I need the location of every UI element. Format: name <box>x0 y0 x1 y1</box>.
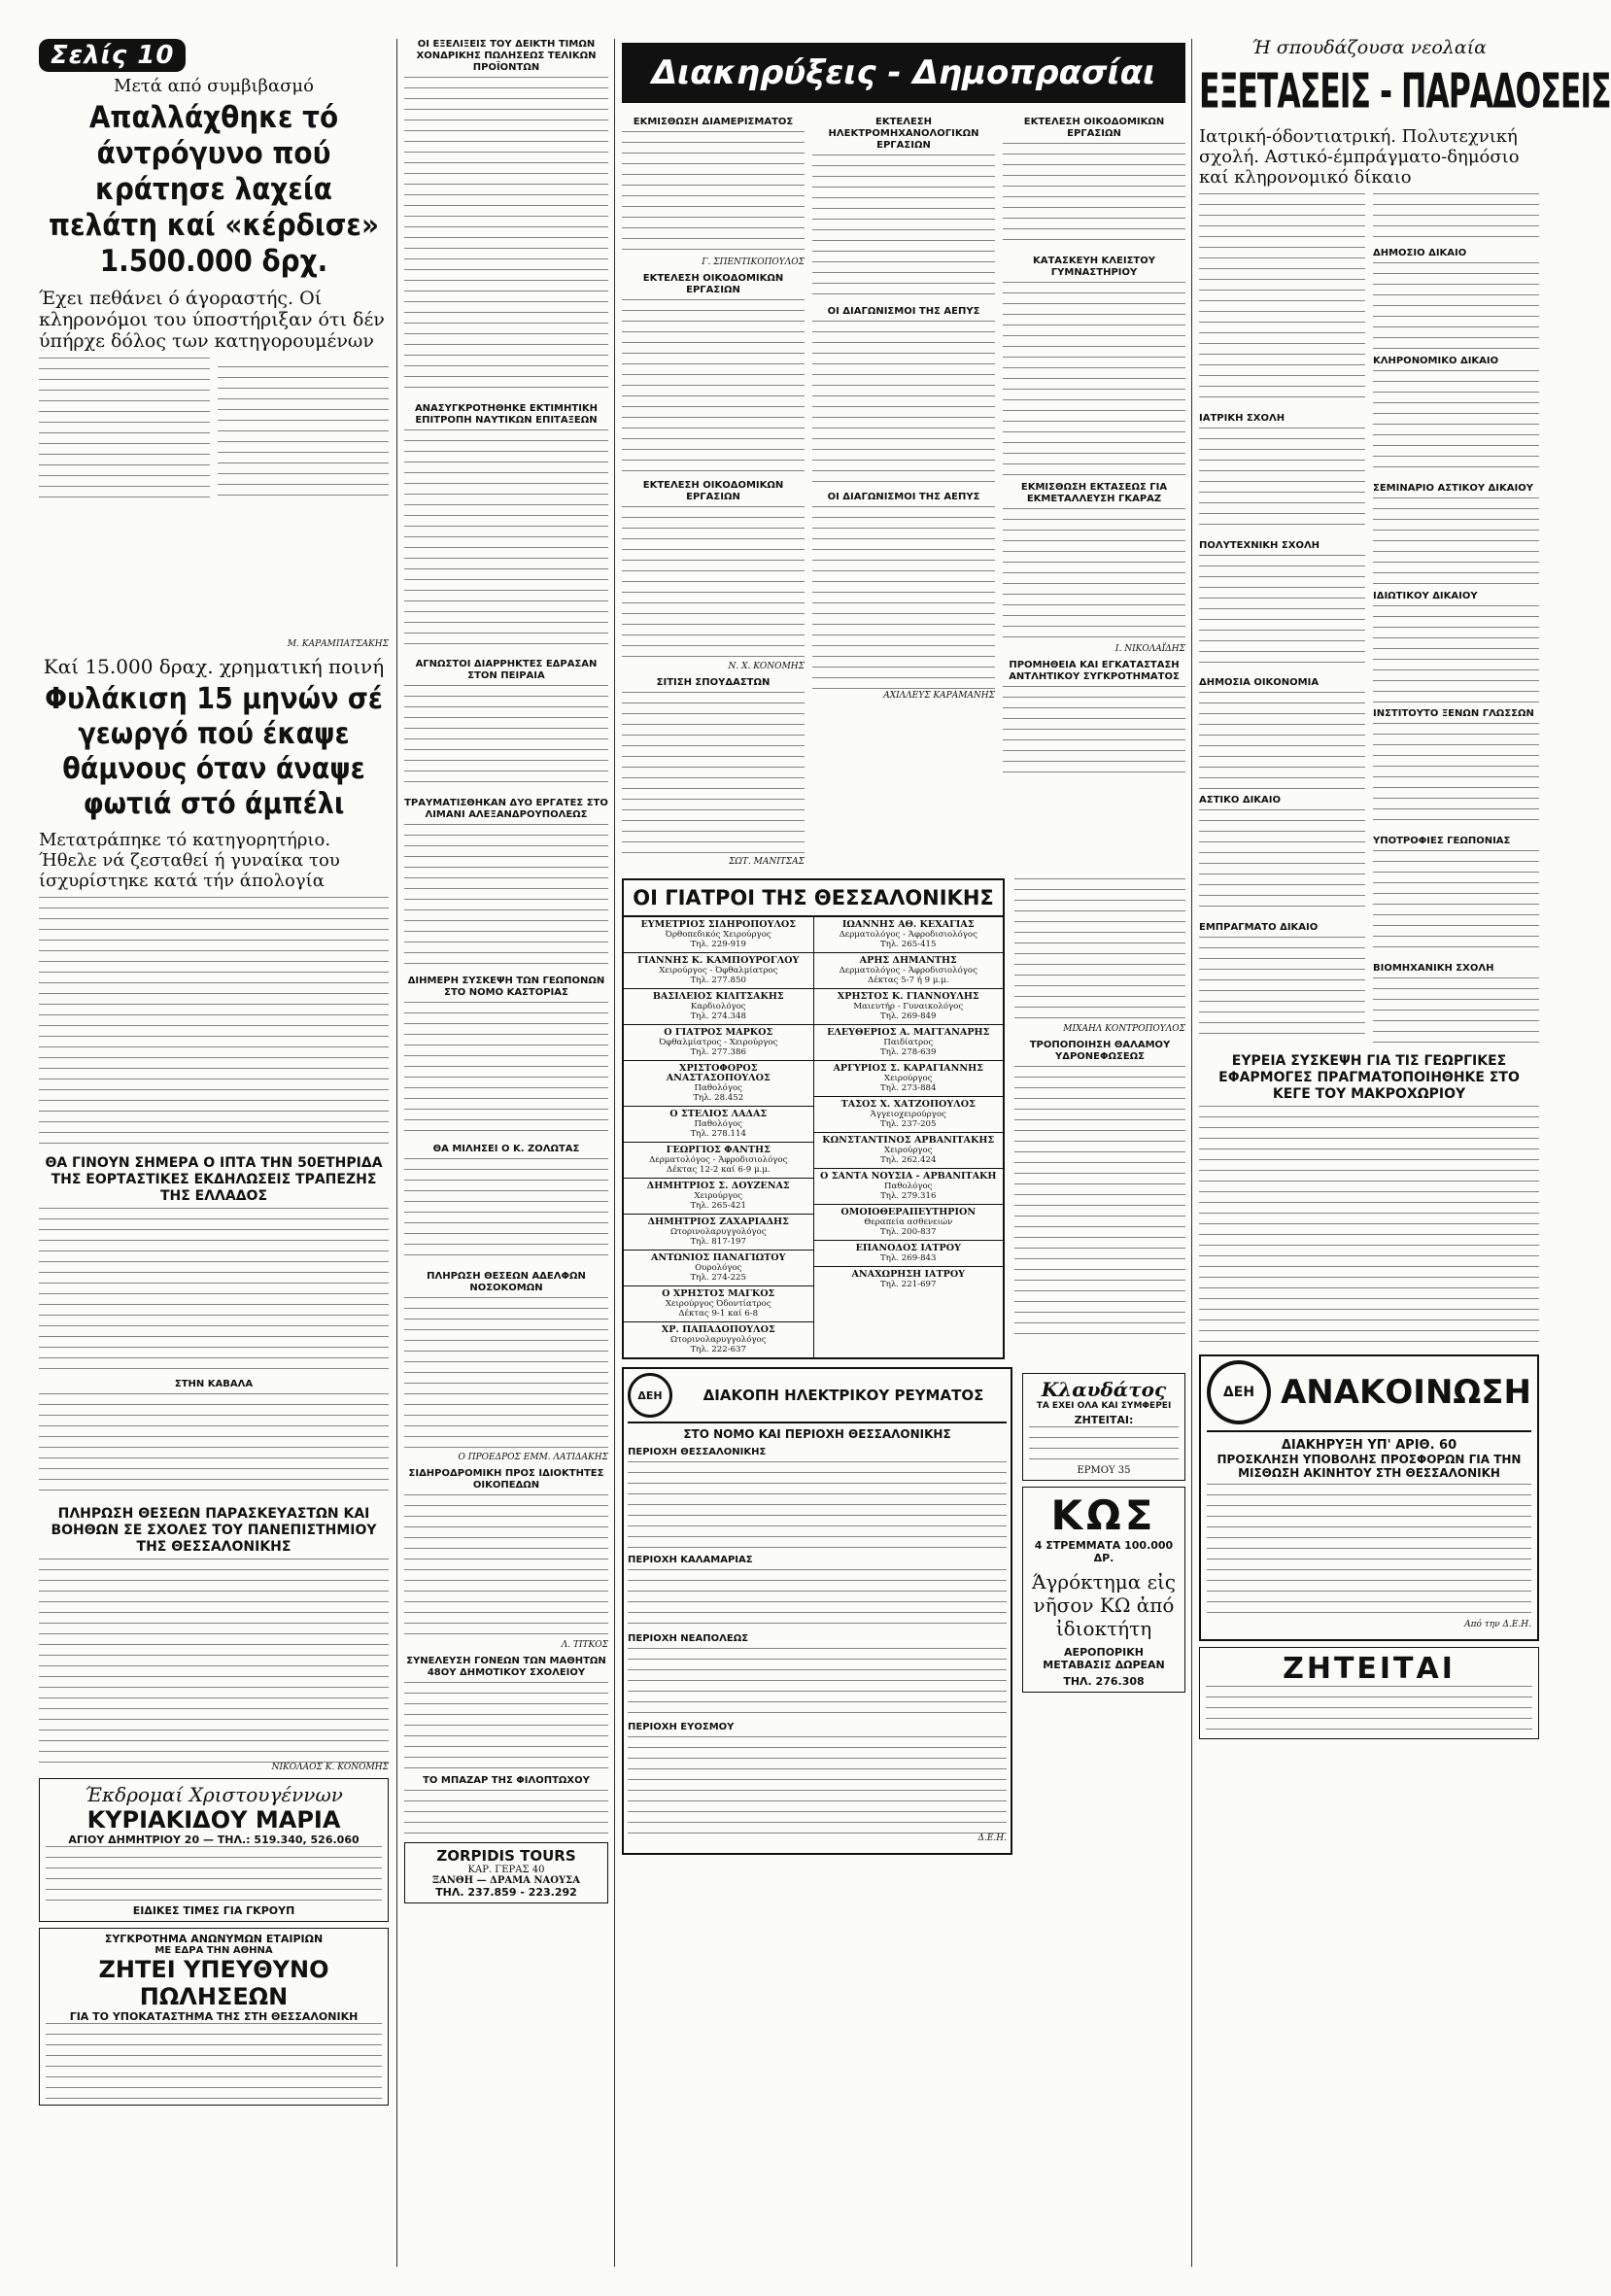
announcement-sign: Από την Δ.Ε.Η. <box>1464 1620 1531 1629</box>
doctor-info: Τηλ. 817-197 <box>690 1237 746 1247</box>
doctor-role: Παιδίατρος <box>883 1038 934 1047</box>
col2-h7: ΠΛΗΡΩΣΗ ΘΕΣΕΩΝ ΑΔΕΛΦΩΝ ΝΟΣΟΚΟΜΩΝ <box>427 1271 586 1293</box>
story3-body <box>39 1208 389 1373</box>
doctor-role: Μαιευτήρ - Γυναικολόγος <box>853 1002 964 1011</box>
notice-title: ΤΡΟΠΟΠΟΙΗΣΗ ΘΑΛΑΜΟΥ ΥΔΡΟΝΕΦΩΣΕΩΣ <box>1029 1040 1171 1062</box>
dei-logo-icon: ΔΕΗ <box>1207 1360 1271 1424</box>
announcement-line1: ΔΙΑΚΗΡΥΞΗ ΥΠ' ΑΡΙΘ. 60 <box>1281 1438 1457 1453</box>
section-heading: ΚΛΗΡΟΝΟΜΙΚΟ ΔΙΚΑΙΟ <box>1373 356 1499 366</box>
body-text-placeholder <box>1373 262 1539 350</box>
doctor-entry <box>624 953 813 989</box>
doctor-role: Άγγειοχειρούργος <box>870 1110 946 1119</box>
doctor-name: ΕΠΑΝΟΔΟΣ ΙΑΤΡΟΥ <box>855 1243 961 1253</box>
ad-klaudatos-wanted: ΖΗΤΕΙΤΑΙ: <box>1074 1414 1134 1426</box>
ad-travel <box>39 1778 389 1922</box>
ad-tours-address: ΚΑΡ. ΓΕΡΑΣ 40 <box>467 1865 545 1875</box>
body-text-placeholder <box>1014 1066 1185 1338</box>
doctor-info: Δέκτας 9-1 καί 6-8 <box>678 1309 759 1319</box>
doctor-info: Τηλ. 269-849 <box>879 1011 937 1021</box>
dei-logo-icon: ΔΕΗ <box>628 1373 672 1418</box>
doctor-info: Τηλ. 28.452 <box>693 1093 744 1103</box>
doctor-role: Χειρούργος <box>883 1146 933 1155</box>
doctor-entry <box>624 1215 813 1251</box>
notice-signature: ΣΩΤ. ΜΑΝΙΤΣΑΣ <box>729 857 805 867</box>
body-text-placeholder <box>404 824 608 970</box>
story4-body <box>39 1559 389 1763</box>
notice-signature: ΜΙΧΑΗΛ ΚΟΝΤΡΟΠΟΥΛΟΣ <box>1063 1024 1185 1034</box>
notices-col-c-lower <box>1014 878 1185 1359</box>
body-text-placeholder <box>404 429 608 653</box>
col2-h5: ΔΙΗΜΕΡΗ ΣΥΣΚΕΨΗ ΤΩΝ ΓΕΩΠΟΝΩΝ ΣΤΟ ΝΟΜΟ ΚΑΣΤΟΡΙΑΣ <box>407 976 605 998</box>
story3-body2 <box>39 1393 389 1500</box>
story3-headline: ΘΑ ΓΙΝΟΥΝ ΣΗΜΕΡΑ Ο ΙΠΤΑ ΤΗΝ 50ΕΤΗΡΙΔΑ ΤΗΣ ΕΟΡΤΑΣΤΙΚΕΣ ΕΚΔΗΛΩΣΕΙΣ ΤΡΑΠΕΖΗΣ ΤΗΣ ΕΛΛΑΔΟΣ <box>45 1155 383 1204</box>
notices-banner: Διακηρύξεις - Δημοπρασίαι <box>622 43 1185 103</box>
body-text-placeholder <box>1373 605 1539 703</box>
announcement-line2: ΠΡΟΣΚΛΗΣΗ ΥΠΟΒΟΛΗΣ ΠΡΟΣΦΟΡΩΝ ΓΙΑ ΤΗΝ ΜΙΣΘΩΣΗ ΑΚΙΝΗΤΟΥ ΣΤΗ ΘΕΣΣΑΛΟΝΙΚΗ <box>1217 1453 1522 1480</box>
body-text-placeholder <box>1207 1484 1531 1620</box>
doctor-name: ΑΝΑΧΩΡΗΣΗ ΙΑΤΡΟΥ <box>851 1269 966 1280</box>
doctor-role: Χειρούργος Όδοντίατρος <box>665 1299 771 1309</box>
body-text-placeholder <box>404 1002 608 1138</box>
doctor-name: ΧΡΙΣΤΟΦΟΡΟΣ ΑΝΑΣΤΑΣΟΠΟΥΛΟΣ <box>666 1063 771 1083</box>
doctor-entry <box>814 1061 1004 1097</box>
body-text-placeholder <box>1199 1106 1539 1349</box>
power-cut-block <box>622 1367 1012 1855</box>
ad-travel-list <box>46 1846 382 1904</box>
doctor-entry <box>814 1267 1004 1292</box>
doctor-role: Ωτορινολαρυγγολόγος <box>669 1335 767 1345</box>
body-text-placeholder <box>1199 692 1365 789</box>
power-cut-notice <box>622 1367 1185 1855</box>
story2-headline: Φυλάκιση 15 μηνών σέ γεωργό πού έκαψε θάμνους όταν άναψε φωτιά στό άμπέλι <box>45 682 383 821</box>
page-logo: Σελίς 10 <box>39 39 186 72</box>
doctor-name: ΑΝΤΩΝΙΟΣ ΠΑΝΑΓΙΩΤΟΥ <box>650 1252 786 1263</box>
doctor-entry <box>624 1322 813 1357</box>
doctor-info: Δέκτας 5-7 ή 9 μ.μ. <box>868 976 949 985</box>
doctor-entry <box>624 1143 813 1179</box>
exams-headline: ΕΞΕΤΑΣΕΙΣ - ΠΑΡΑΔΟΣΕΙΣ <box>1199 65 1611 120</box>
doctor-role: Όρθοπεδικός Χειρούργος <box>665 930 771 940</box>
doctor-role: Παθολόγος <box>694 1119 742 1129</box>
body-text-placeholder <box>1014 878 1185 1024</box>
notice-signature: Ι. ΝΙΚΟΛΑΪΔΗΣ <box>1114 644 1185 654</box>
body-text-placeholder <box>1373 850 1539 957</box>
ad-tours <box>404 1842 608 1903</box>
doctor-entry <box>624 1251 813 1286</box>
col2-h3: ΑΓΝΩΣΤΟΙ ΔΙΑΡΡΗΚΤΕΣ ΕΔΡΑΣΑΝ ΣΤΟΝ ΠΕΙΡΑΙΑ <box>415 659 598 681</box>
doctor-role: Ουρολόγος <box>695 1263 742 1273</box>
story4-headline: ΠΛΗΡΩΣΗ ΘΕΣΕΩΝ ΠΑΡΑΣΚΕΥΑΣΤΩΝ ΚΑΙ ΒΟΗΘΩΝ ΣΕ ΣΧΟΛΕΣ ΤΟΥ ΠΑΝΕΠΙΣΤΗΜΙΟΥ ΤΗΣ ΘΕΣΣΑΛΟΝΙΚΗΣ <box>51 1506 377 1555</box>
doctor-role: Χειρούργος <box>694 1191 743 1201</box>
ad-kos-title: ΚΩΣ <box>1050 1491 1157 1539</box>
doctor-entry <box>814 1133 1004 1169</box>
doctor-info: Τηλ. 237-205 <box>879 1119 937 1129</box>
doctor-entry <box>624 1025 813 1061</box>
notice-title: ΕΚΤΕΛΕΣΗ ΟΙΚΟΔΟΜΙΚΩΝ ΕΡΓΑΣΙΩΝ <box>642 480 784 502</box>
col2-h10: ΤΟ ΜΠΑΖΑΡ ΤΗΣ ΦΙΛΟΠΤΩΧΟΥ <box>423 1775 590 1786</box>
doctor-info: Τηλ. 277.386 <box>690 1047 746 1057</box>
ad-klaudatos-name: Κλαυδάτος <box>1041 1378 1167 1401</box>
wanted-box <box>1199 1647 1539 1739</box>
body-text-placeholder <box>1003 143 1185 250</box>
ad-travel-title: Έκδρομαί Χριστουγέννων <box>85 1783 343 1806</box>
doctor-info: Τηλ. 273-884 <box>879 1083 937 1093</box>
body-text-placeholder <box>404 1790 608 1838</box>
power-cut-sign: Δ.Ε.Η. <box>977 1833 1007 1843</box>
doctor-info: Τηλ. 262.424 <box>880 1155 937 1165</box>
doctor-name: ΔΗΜΗΤΡΙΟΣ Σ. ΔΟΥΖΕΝΑΣ <box>646 1181 790 1191</box>
doctor-name: ΤΑΣΟΣ Χ. ΧΑΤΖΟΠΟΥΛΟΣ <box>840 1099 976 1110</box>
story3-dateline: ΣΤΗΝ ΚΑΒΑΛΑ <box>174 1379 254 1389</box>
section-heading: ΕΜΠΡΑΓΜΑΤΟ ΔΙΚΑΙΟ <box>1199 922 1319 933</box>
doctor-info: Τηλ. 279.316 <box>880 1191 937 1201</box>
power-cut-subtitle: ΣΤΟ ΝΟΜΟ ΚΑΙ ΠΕΡΙΟΧΗ ΘΕΣΣΑΛΟΝΙΚΗΣ <box>683 1427 951 1441</box>
column-3 <box>622 0 1185 1855</box>
col2-h2: ΑΝΑΣΥΓΚΡΟΤΗΘΗΚΕ ΕΚΤΙΜΗΤΙΚΗ ΕΠΙΤΡΟΠΗ ΝΑΥΤΙΚΩΝ ΕΠΙΤΑΞΕΩΝ <box>414 403 599 426</box>
body-text-placeholder <box>622 131 805 257</box>
col2-h6: ΘΑ ΜΙΛΗΣΕΙ Ο Κ. ΖΟΛΩΤΑΣ <box>432 1144 580 1154</box>
doctor-info: Τηλ. 221-697 <box>879 1280 937 1289</box>
power-cut-area: ΠΕΡΙΟΧΗ ΚΑΛΑΜΑΡΙΑΣ <box>628 1555 753 1565</box>
body-text-placeholder <box>622 692 805 857</box>
body-text-placeholder <box>812 154 995 300</box>
doctor-name: ΟΜΟΙΟΘΕΡΑΠΕΥΤΗΡΙΟΝ <box>840 1207 977 1217</box>
notice-title: ΕΚΤΕΛΕΣΗ ΟΙΚΟΔΟΜΙΚΩΝ ΕΡΓΑΣΙΩΝ <box>1023 117 1165 139</box>
body-text-placeholder <box>1029 1426 1179 1465</box>
doctor-name: ΒΑΣΙΛΕΙΟΣ ΚΙΛΙΤΣΑΚΗΣ <box>652 991 784 1002</box>
doctor-role: Θεραπεία ασθενειών <box>864 1217 953 1227</box>
body-text-placeholder <box>1003 686 1185 773</box>
power-cut-area: ΠΕΡΙΟΧΗ ΝΕΑΠΟΛΕΩΣ <box>628 1633 749 1644</box>
doctor-entry <box>814 917 1004 953</box>
col2-h1: ΟΙ ΕΞΕΛΙΞΕΙΣ ΤΟΥ ΔΕΙΚΤΗ ΤΙΜΩΝ ΧΟΝΔΡΙΚΗΣ ΠΩΛΗΣΕΩΣ ΤΕΛΙΚΩΝ ΠΡΟΪΟΝΤΩΝ <box>416 39 597 73</box>
doctor-name: ΔΗΜΗΤΡΙΟΣ ΖΑΧΑΡΙΑΔΗΣ <box>647 1217 789 1227</box>
doctor-info: Τηλ. 269-843 <box>879 1253 937 1263</box>
doctor-entry <box>624 1107 813 1143</box>
doctor-name: ΧΡ. ΠΑΠΑΔΟΠΟΥΛΟΣ <box>661 1324 775 1335</box>
section-heading: ΒΙΟΜΗΧΑΝΙΚΗ ΣΧΟΛΗ <box>1373 963 1494 974</box>
section-heading: ΣΕΜΙΝΑΡΙΟ ΑΣΤΙΚΟΥ ΔΙΚΑΙΟΥ <box>1373 483 1533 494</box>
col2-sig2: Ο ΠΡΟΕΔΡΟΣ ΕΜΜ. ΛΑΤΙΔΑΚΗΣ <box>458 1453 608 1462</box>
body-text-placeholder <box>628 1569 1007 1628</box>
article-body <box>39 358 389 639</box>
col2-h4: ΤΡΑΥΜΑΤΙΣΘΗΚΑΝ ΔΥΟ ΕΡΓΑΤΕΣ ΣΤΟ ΛΙΜΑΝΙ ΑΛΕΞΑΝΔΡΟΥΠΟΛΕΩΣ <box>404 798 608 820</box>
doctor-role: Παθολόγος <box>884 1182 933 1191</box>
ad-klaudatos <box>1022 1373 1185 1481</box>
doctor-name: ΕΥΜΕΤΡΙΟΣ ΣΙΔΗΡΟΠΟΥΛΟΣ <box>640 919 797 930</box>
section-heading: ΥΠΟΤΡΟΦΙΕΣ ΓΕΩΠΟΝΙΑΣ <box>1373 836 1511 846</box>
ad-kos-phone: ΤΗΛ. 276.308 <box>1063 1675 1145 1688</box>
notice-title: ΠΡΟΜΗΘΕΙΑ ΚΑΙ ΕΓΚΑΤΑΣΤΑΣΗ ΑΝΤΛΗΤΙΚΟΥ ΣΥΓΚΡΟΤΗΜΑΤΟΣ <box>1009 660 1180 682</box>
doctors-title: ΟΙ ΓΙΑΤΡΟΙ ΤΗΣ ΘΕΣΣΑΛΟΝΙΚΗΣ <box>624 880 1003 917</box>
doctor-role: Χειρούργος - Όφθαλμίατρος <box>659 966 778 976</box>
story2-kicker: Καί 15.000 δραχ. χρηματική ποινή <box>43 655 385 678</box>
kicker: Μετά από συμβιβασμό <box>114 76 314 96</box>
ad-kos-free: ΑΕΡΟΠΟΡΙΚΗ ΜΕΤΑΒΑΣΙΣ ΔΩΡΕΑΝ <box>1043 1646 1165 1671</box>
doctor-name: ΓΕΩΡΓΙΟΣ ΦΑΝΤΗΣ <box>666 1145 771 1155</box>
body-text-placeholder <box>39 358 389 498</box>
eurya-headline: ΕΥΡΕΙΑ ΣΥΣΚΕΨΗ ΓΙΑ ΤΙΣ ΓΕΩΡΓΙΚΕΣ ΕΦΑΡΜΟΓΕΣ ΠΡΑΓΜΑΤΟΠΟΙΗΘΗΚΕ ΣΤΟ ΚΕΓΕ ΤΟΥ ΜΑΚΡΟΧΩΡΙΟΥ <box>1218 1053 1520 1102</box>
col2-h8: ΣΙΔΗΡΟΔΡΟΜΙΚΗ ΠΡΟΣ ΙΔΙΟΚΤΗΤΕΣ ΟΙΚΟΠΕΔΩΝ <box>408 1468 604 1491</box>
section-heading: ΙΝΣΤΙΤΟΥΤΟ ΞΕΝΩΝ ΓΛΩΣΣΩΝ <box>1373 708 1534 719</box>
ad-company-sub: ΜΕ ΕΔΡΑ ΤΗΝ ΑΘΗΝΑ <box>154 1945 273 1956</box>
body-text-placeholder <box>812 321 995 486</box>
ad-travel-name: ΚΥΡΙΑΚΙΔΟΥ ΜΑΡΙΑ <box>86 1806 341 1833</box>
ad-company-header: ΣΥΓΚΡΟΤΗΜΑ ΑΝΩΝΥΜΩΝ ΕΤΑΙΡΙΩΝ <box>104 1933 324 1945</box>
body-text-placeholder <box>1199 193 1365 407</box>
section-heading: ΔΗΜΟΣΙΟ ΔΙΚΑΙΟ <box>1373 248 1467 258</box>
doctor-entry <box>624 1061 813 1107</box>
ad-travel-footer: ΕΙΔΙΚΕΣ ΤΙΜΕΣ ΓΙΑ ΓΚΡΟΥΠ <box>132 1904 295 1917</box>
doctor-info: Τηλ. 278-639 <box>879 1047 937 1057</box>
doctor-name: ΙΩΑΝΝΗΣ ΑΘ. ΚΕΧΑΓΙΑΣ <box>841 919 975 930</box>
notice-signature: ΑΧΙΛΛΕΥΣ ΚΑΡΑΜΑΝΗΣ <box>883 691 995 701</box>
headline: Απαλλάχθηκε τό άντρόγυνο πού κράτησε λαχεία πελάτη καί «κέρδισε» 1.500.000 δρχ. <box>49 100 379 279</box>
doctor-info: Δέκτας 12-2 καί 6-9 μ.μ. <box>666 1165 771 1175</box>
doctor-entry <box>814 1205 1004 1241</box>
doctor-info: Τηλ. 222-637 <box>690 1345 746 1354</box>
doctor-entry <box>814 1097 1004 1133</box>
body-text-placeholder <box>1199 428 1365 534</box>
notice-title: ΟΙ ΔΙΑΓΩΝΙΣΜΟΙ ΤΗΣ ΑΕΠΥΣ <box>827 306 980 317</box>
doctor-info: Τηλ. 265-421 <box>690 1201 746 1211</box>
body-text-placeholder <box>39 1208 389 1373</box>
doctor-info: Τηλ. 278.114 <box>690 1129 746 1139</box>
doctor-role: Δερματολόγος - Άφροδισιολόγος <box>839 966 977 976</box>
doctor-info: Τηλ. 265-415 <box>879 940 937 949</box>
doctor-name: ΑΡΗΣ ΔΗΜΑΝΤΗΣ <box>859 955 957 966</box>
column-1 <box>39 0 389 2111</box>
doctor-info: Τηλ. 274.348 <box>690 1011 746 1021</box>
doctor-role: Δερματολόγος - Άφροδισιολόγος <box>839 930 977 940</box>
body-text-placeholder <box>1206 1686 1532 1734</box>
body-text-placeholder <box>404 685 608 792</box>
notice-title: ΕΚΜΙΣΘΩΣΗ ΔΙΑΜΕΡΙΣΜΑΤΟΣ <box>633 117 794 127</box>
doctor-name: ΕΛΕΥΘΕΡΙΟΣ Α. ΜΑΓΓΑΝΑΡΗΣ <box>827 1027 990 1038</box>
notices-col-a <box>622 111 805 873</box>
body-text-placeholder <box>404 1297 608 1453</box>
section-heading: ΙΑΤΡΙΚΗ ΣΧΟΛΗ <box>1199 413 1285 424</box>
doctors-left <box>624 917 814 1357</box>
story2-subhead: Μετατράπηκε τό κατηγορητήριο. Ήθελε νά ζεσταθεί ή γυναίκα του ίσχυρίστηκε κατά τήν άπολογία <box>39 830 340 891</box>
body-text-placeholder <box>1373 370 1539 477</box>
body-text-placeholder <box>1199 555 1365 671</box>
body-text-placeholder <box>404 1682 608 1769</box>
notice-title: ΟΙ ΔΙΑΓΩΝΙΣΜΟΙ ΤΗΣ ΑΕΠΥΣ <box>827 492 980 502</box>
doctor-name: ΑΡΓΥΡΙΟΣ Σ. ΚΑΡΑΓΙΑΝΝΗΣ <box>833 1063 984 1074</box>
body-text-placeholder <box>1199 809 1365 916</box>
ad-klaudatos-address: ΕΡΜΟΥ 35 <box>1077 1465 1131 1476</box>
doctor-entry <box>814 989 1004 1025</box>
column-rule <box>614 39 615 2267</box>
doctor-name: Ο ΣΑΝΤΑ ΝΟΥΣΙΑ - ΑΡΒΑΝΙΤΑΚΗ <box>820 1171 997 1182</box>
body-text-placeholder <box>1373 193 1539 242</box>
body-text-placeholder <box>622 506 805 662</box>
power-cut-title: ΔΙΑΚΟΠΗ ΗΛΕΚΤΡΙΚΟΥ ΡΕΥΜΑΤΟΣ <box>703 1387 984 1404</box>
ad-travel-address: ΑΓΙΟΥ ΔΗΜΗΤΡΙΟΥ 20 — ΤΗΛ.: 519.340, 526.060 <box>68 1833 360 1846</box>
announcement-title: ΑΝΑΚΟΙΝΩΣΗ <box>1280 1373 1531 1412</box>
body-text-placeholder <box>39 897 389 1149</box>
body-text-placeholder <box>1003 508 1185 644</box>
notice-title: ΕΚΤΕΛΕΣΗ ΟΙΚΟΔΟΜΙΚΩΝ ΕΡΓΑΣΙΩΝ <box>642 273 784 295</box>
ad-klaudatos-sub: ΤΑ ΕΧΕΙ ΟΛΑ ΚΑΙ ΣΥΜΦΕΡΕΙ <box>1036 1401 1172 1411</box>
signature: Μ. ΚΑΡΑΜΠΑΤΣΑΚΗΣ <box>287 639 389 649</box>
doctor-role: Παθολόγος <box>694 1083 742 1093</box>
ad-kos <box>1022 1487 1185 1693</box>
column-rule <box>396 39 397 2267</box>
doctor-entry <box>624 917 813 953</box>
body-text-placeholder <box>812 506 995 691</box>
doctor-role: Δερματολόγος - Άφροδισιολόγος <box>649 1155 788 1165</box>
notice-title: ΚΑΤΑΣΚΕΥΗ ΚΛΕΙΣΤΟΥ ΓΥΜΝΑΣΤΗΡΙΟΥ <box>1033 256 1155 278</box>
wanted-title: ΖΗΤΕΙΤΑΙ <box>1283 1652 1456 1686</box>
subhead: Έχει πεθάνει ό άγοραστής. Οί κληρονόμοι του ύποστήριξαν ότι δέν ύπήρχε δόλος των κατηγορουμένων <box>39 288 385 352</box>
body-text-placeholder <box>1373 497 1539 585</box>
ad-company-list <box>46 2023 382 2101</box>
ad-tours-name: ZORPIDIS TOURS <box>436 1847 576 1865</box>
col2-sig3: Λ. ΤΙΤΚΟΣ <box>561 1640 608 1650</box>
doctor-info: Τηλ. 274-225 <box>690 1273 746 1283</box>
doctors-right <box>814 917 1004 1357</box>
column-rule <box>1191 39 1192 2267</box>
power-cut-area: ΠΕΡΙΟΧΗ ΕΥΟΣΜΟΥ <box>628 1722 735 1732</box>
doctor-name: ΧΡΗΣΤΟΣ Κ. ΓΙΑΝΝΟΥΛΗΣ <box>837 991 979 1002</box>
section-heading: ΔΗΜΟΣΙΑ ΟΙΚΟΝΟΜΙΑ <box>1199 677 1320 688</box>
exams-kicker: Ή σπουδάζουσα νεολαία <box>1251 37 1487 58</box>
ad-kos-line2: Άγρόκτημα εἰς νῆσον ΚΩ ἀπό ἰδιοκτήτη <box>1031 1570 1176 1640</box>
notice-signature: Γ. ΣΠΕΝΤΙΚΟΠΟΥΛΟΣ <box>702 257 805 267</box>
ad-company-title: ΖΗΤΕΙ ΥΠΕΥΘΥΝΟ ΠΩΛΗΣΕΩΝ <box>98 1956 329 2010</box>
body-text-placeholder <box>1373 977 1539 1045</box>
section-heading: ΑΣΤΙΚΟ ΔΙΚΑΙΟ <box>1199 795 1282 805</box>
doctor-info: Τηλ. 277.850 <box>690 976 746 985</box>
body-text-placeholder <box>628 1461 1007 1549</box>
doctor-name: ΓΙΑΝΝΗΣ Κ. ΚΑΜΠΟΥΡΟΓΛΟΥ <box>637 955 800 966</box>
doctor-role: Όφθαλμίατρος - Χειρούργος <box>659 1038 778 1047</box>
notices-grid <box>622 111 1185 873</box>
notice-title: ΣΙΤΙΣΗ ΣΠΟΥΔΑΣΤΩΝ <box>656 677 771 688</box>
small-ads <box>1022 1367 1185 1855</box>
body-text-placeholder <box>628 1648 1007 1716</box>
ad-tours-line: ΞΑΝΘΗ — ΔΡΑΜΑ ΝΑΟΥΣΑ <box>432 1875 580 1886</box>
doctor-role: Χειρούργος <box>883 1074 933 1083</box>
story4-signature: ΝΙΚΟΛΑΟΣ Κ. ΚΟΝΟΜΗΣ <box>271 1763 389 1772</box>
body-text-placeholder <box>404 1494 608 1640</box>
body-text-placeholder <box>1199 937 1365 1034</box>
doctor-entry <box>814 953 1004 989</box>
body-text-placeholder <box>1373 723 1539 830</box>
body-text-placeholder <box>622 299 805 474</box>
doctor-info: Τηλ. 229-919 <box>690 940 746 949</box>
power-cut-area: ΠΕΡΙΟΧΗ ΘΕΣΣΑΛΟΝΙΚΗΣ <box>628 1447 767 1457</box>
exams-subhead: Ιατρική-όδοντιατρική. Πολυτεχνική σχολή. Αστικό-έμπράγματο-δημόσιο καί κληρονομικό δίκαιο <box>1199 126 1520 188</box>
section-heading: ΠΟΛΥΤΕΧΝΙΚΗ ΣΧΟΛΗ <box>1199 540 1320 551</box>
notices-col-c <box>1003 111 1185 873</box>
body-text-placeholder <box>404 77 608 397</box>
section-logo <box>39 39 389 72</box>
doctor-entry <box>814 1241 1004 1267</box>
col2-h9: ΣΥΝΕΛΕΥΣΗ ΓΟΝΕΩΝ ΤΩΝ ΜΑΘΗΤΩΝ 48ΟΥ ΔΗΜΟΤΙΚΟΥ ΣΧΟΛΕΙΟΥ <box>406 1656 606 1678</box>
doctor-role: Ωτορινολαρυγγολόγος <box>669 1227 767 1237</box>
doctor-entry <box>814 1169 1004 1205</box>
body-text-placeholder <box>404 1158 608 1265</box>
ad-company <box>39 1928 389 2106</box>
announcement-box <box>1199 1354 1539 1641</box>
doctor-name: Ο ΧΡΗΣΤΟΣ ΜΑΓΚΟΣ <box>662 1288 775 1299</box>
exams-body <box>1199 193 1539 1045</box>
doctor-entry <box>814 1025 1004 1061</box>
ad-company-footer: ΓΙΑ ΤΟ ΥΠΟΚΑΤΑΣΤΗΜΑ ΤΗΣ ΣΤΗ ΘΕΣΣΑΛΟΝΙΚΗ <box>69 2010 359 2023</box>
body-text-placeholder <box>39 1559 389 1763</box>
notice-signature: Ν. Χ. ΚΟΝΟΜΗΣ <box>728 662 805 671</box>
notice-title: ΕΚΜΙΣΘΩΣΗ ΕΚΤΑΣΕΩΣ ΓΙΑ ΕΚΜΕΤΑΛΛΕΥΣΗ ΓΚΑΡΑΖ <box>1020 482 1168 504</box>
column-5 <box>1199 0 1611 1745</box>
notice-title: ΕΚΤΕΛΕΣΗ ΗΛΕΚΤΡΟΜΗΧΑΝΟΛΟΓΙΚΩΝ ΕΡΓΑΣΙΩΝ <box>828 117 979 151</box>
doctors-block <box>622 878 1005 1359</box>
story2-body <box>39 897 389 1149</box>
doctor-role: Καρδιολόγος <box>690 1002 746 1011</box>
doctor-name: Ο ΣΤΕΛΙΟΣ ΛΑΔΑΣ <box>669 1109 768 1119</box>
body-text-placeholder <box>1003 282 1185 476</box>
doctor-info: Τηλ. 200-837 <box>879 1227 937 1237</box>
ad-tours-phone: ΤΗΛ. 237.859 - 223.292 <box>435 1886 577 1899</box>
column-2 <box>404 0 608 1909</box>
notices-col-b <box>812 111 995 873</box>
section-heading: ΙΔΙΩΤΙΚΟΥ ΔΙΚΑΙΟΥ <box>1373 591 1478 601</box>
ad-kos-line1: 4 ΣΤΡΕΜΜΑΤΑ 100.000 ΔΡ. <box>1034 1539 1174 1564</box>
doctor-entry <box>624 1179 813 1215</box>
doctor-name: Ο ΓΙΑΤΡΟΣ ΜΑΡΚΟΣ <box>664 1027 773 1038</box>
doctor-entry <box>624 1286 813 1322</box>
body-text-placeholder <box>39 1393 389 1500</box>
doctors-directory <box>622 878 1185 1359</box>
body-text-placeholder <box>628 1736 1007 1833</box>
doctor-name: ΚΩΝΣΤΑΝΤΙΝΟΣ ΑΡΒΑΝΙΤΑΚΗΣ <box>822 1135 995 1146</box>
doctor-entry <box>624 989 813 1025</box>
